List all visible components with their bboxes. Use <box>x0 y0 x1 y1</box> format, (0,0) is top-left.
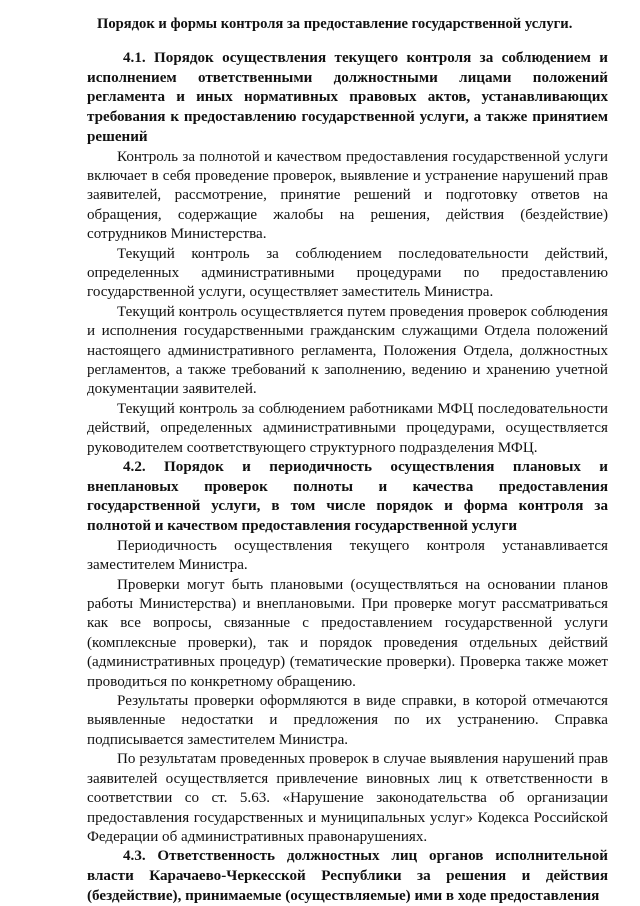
section-heading: 4.3. Ответственность должностных лиц органов исполнительной власти Карачаево-Черкесской Республики за решения и действия (бездействие), принимаемые (осуществляемые) ими в ходе предоставления <box>87 848 608 904</box>
paragraph: Текущий контроль за соблюдением работниками МФЦ последовательности действий, определенных административными процедурами, осуществляется руководителем соответствующего структурного подразделения МФЦ. <box>87 400 608 456</box>
section-4-3 <box>87 847 608 906</box>
section-heading: 4.2. Порядок и периодичность осуществления плановых и внеплановых проверок полноты и качества предоставления государственной услуги, в том числе порядок и форма контроля за полнотой и качеством предоставления государственной услуги <box>87 459 608 535</box>
paragraph: По результатам проведенных проверок в случае выявления нарушений прав заявителей осуществляется привлечение виновных лиц к ответственности в соответствии со ст. 5.63. «Нарушение законодательства об организации предоставления государственных и муниципальных услуг» Кодекса Российской Федерации об административных правонарушениях. <box>87 751 608 845</box>
section-4-2 <box>87 458 608 847</box>
paragraph: Проверки могут быть плановыми (осуществляться на основании планов работы Министерства) и внеплановыми. При проверке могут рассматриваться как все вопросы, связанные с предоставлением государственной услуги (комплексные проверки), так и порядок проведения отдельных действий (административных процедур) (тематические проверки). Проверка также может проводиться по конкретному обращению. <box>87 576 608 690</box>
paragraph: Периодичность осуществления текущего контроля устанавливается заместителем Министра. <box>87 537 608 574</box>
section-4-1 <box>87 49 608 458</box>
paragraph: Текущий контроль за соблюдением последовательности действий, определенных административными процедурами по предоставлению государственной услуги, осуществляет заместитель Министра. <box>87 245 608 301</box>
paragraph: Контроль за полнотой и качеством предоставления государственной услуги включает в себя проведение проверок, выявление и устранение нарушений прав заявителей, рассмотрение, принятие решений и подготовку ответов на обращения, содержащие жалобы на решения, действия (бездействие) сотрудников Министерства. <box>87 148 608 243</box>
paragraph: Текущий контроль осуществляется путем проведения проверок соблюдения и исполнения государственными гражданским служащими Отдела положений настоящего административного регламента, Положения Отдела, должностных регламентов, а также требований к заполнению, ведению и хранению учетной документации заявителей. <box>87 303 608 398</box>
section-heading: 4.1. Порядок осуществления текущего контроля за соблюдением и исполнением ответственными должностными лицами положений регламента и иных нормативных правовых актов, устанавливающих требования к предоставлению государственной услуги, а также принятием решений <box>87 50 608 145</box>
document-title: Порядок и формы контроля за предоставление государственной услуги. <box>97 16 573 32</box>
document-page <box>87 14 608 906</box>
paragraph: Результаты проверки оформляются в виде справки, в которой отмечаются выявленные недостатки и предложения по их устранению. Справка подписывается заместителем Министра. <box>87 693 608 748</box>
